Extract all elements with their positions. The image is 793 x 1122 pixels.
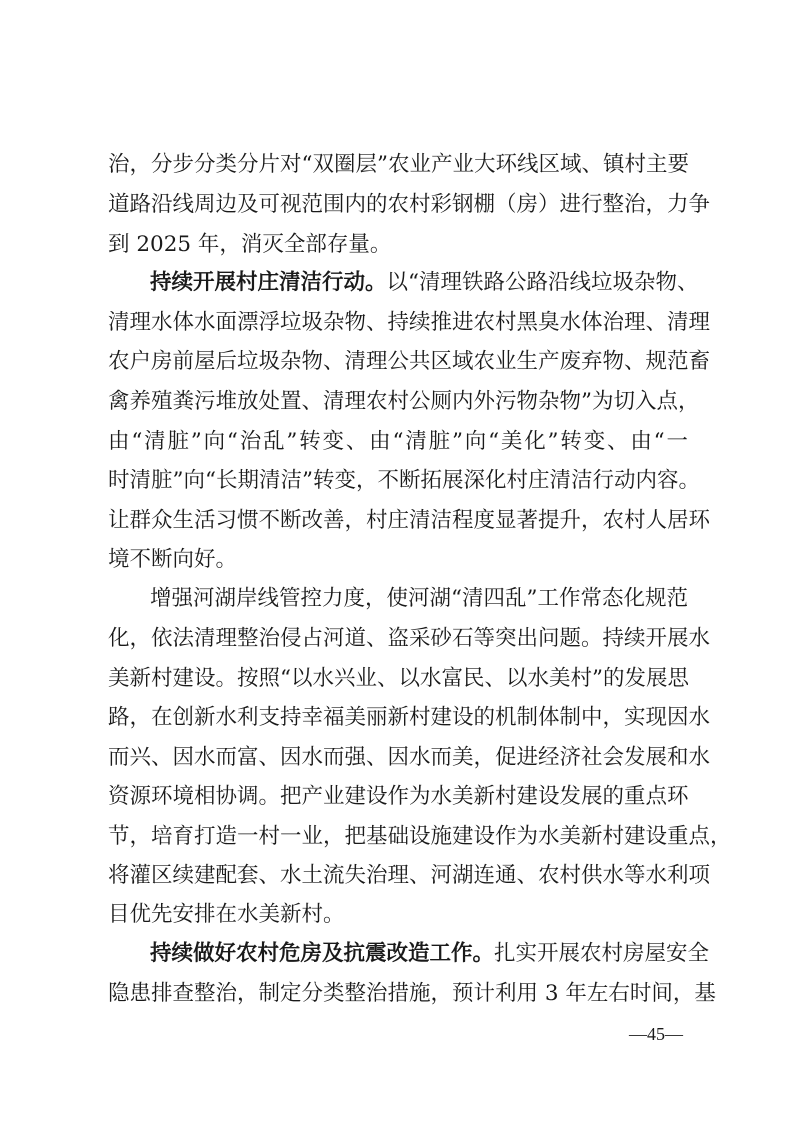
text-run: 扎实开展农村房屋安全 — [494, 941, 710, 966]
text-line: 让群众生活习惯不断改善，村庄清洁程度显著提升，农村人居环 — [108, 508, 711, 533]
section-heading: 持续做好农村危房及抗震改造工作。 — [150, 941, 495, 966]
page-number: —45— — [629, 1024, 683, 1044]
text-line: 路，在创新水利支持幸福美丽新村建设的机制体制中，实现因水 — [108, 705, 711, 730]
text-line: 美新村建设。按照“以水兴业、以水富民、以水美村”的发展思 — [108, 666, 689, 691]
text-line: 而兴、因水而富、因水而强、因水而美，促进经济社会发展和水 — [108, 745, 711, 770]
paragraph-first-line — [150, 268, 699, 298]
text-line: 到 2025 年，消灭全部存量。 — [108, 232, 392, 257]
text-line: 资源环境相协调。把产业建设作为水美新村建设发展的重点环 — [108, 784, 689, 809]
text-run: 以“清理铁路公路沿线垃圾杂物、 — [386, 270, 699, 295]
paragraph-first-line: 增强河湖岸线管控力度，使河湖“清四乱”工作常态化规范 — [150, 586, 688, 611]
text-line: 节，培育打造一村一业，把基础设施建设作为水美新村建设重点， — [108, 824, 732, 849]
text-line: 农户房前屋后垃圾杂物、清理公共区域农业生产废弃物、规范畜 — [108, 349, 711, 374]
text-line: 将灌区续建配套、水土流失治理、河湖连通、农村供水等水利项 — [108, 863, 711, 888]
text-line: 目优先安排在水美新村。 — [108, 902, 345, 927]
text-line: 境不断向好。 — [108, 547, 238, 572]
text-line: 隐患排查整治，制定分类整治措施，预计利用 3 年左右时间，基 — [108, 981, 716, 1006]
text-line: 化，依法清理整治侵占河道、盗采砂石等突出问题。持续开展水 — [108, 626, 711, 651]
paragraph-first-line — [150, 939, 710, 969]
text-line: 由“清脏”向“治乱”转变、由“清脏”向“美化”转变、由“一 — [108, 429, 688, 454]
text-line: 禽养殖粪污堆放处置、清理农村公厕内外污物杂物”为切入点， — [108, 389, 700, 414]
section-heading: 持续开展村庄清洁行动。 — [150, 270, 387, 295]
text-line: 清理水体水面漂浮垃圾杂物、持续推进农村黑臭水体治理、清理 — [108, 310, 711, 335]
text-line: 治，分步分类分片对“双圈层”农业产业大环线区域、镇村主要 — [108, 152, 689, 177]
text-line: 时清脏”向“长期清洁”转变，不断拓展深化村庄清洁行动内容。 — [108, 468, 700, 493]
text-line: 道路沿线周边及可视范围内的农村彩钢棚（房）进行整治，力争 — [108, 192, 711, 217]
